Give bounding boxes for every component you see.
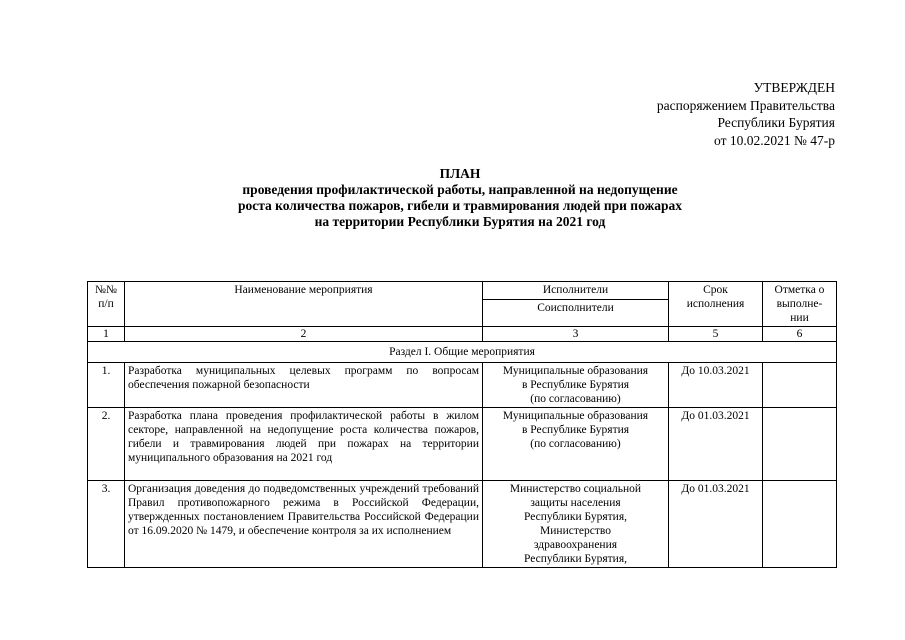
header-coexecutors: Соисполнители: [483, 300, 669, 327]
table-row: [88, 408, 837, 481]
row-name: Организация доведения до подведомственных учреждений требований Правил противопожарного режима в Российской Федерации, утвержденных постановлением Правительства Российской Федерации от 16.09.2020 № 1479, и обеспечение контроля за их исполнением: [125, 481, 483, 568]
row-num: 3.: [88, 481, 125, 568]
row-deadline: До 10.03.2021: [669, 363, 763, 408]
row-executors: Муниципальные образования в Республике Бурятия (по согласованию): [483, 363, 669, 408]
table-row: [88, 363, 837, 408]
row-mark: [763, 408, 837, 481]
plan-title: ПЛАН: [439, 166, 481, 181]
section-title: Раздел I. Общие мероприятия: [88, 342, 837, 363]
plan-table: [87, 281, 837, 568]
row-mark: [763, 481, 837, 568]
header-executors: Исполнители: [483, 282, 669, 300]
column-number: 6: [763, 327, 837, 342]
approval-region: Республики Бурятия: [717, 115, 835, 130]
row-mark: [763, 363, 837, 408]
header-deadline: Срок исполнения: [669, 282, 763, 327]
row-num: 1.: [88, 363, 125, 408]
section-row: [88, 342, 837, 363]
approval-date-number: от 10.02.2021 № 47-р: [714, 132, 835, 148]
table-header-row: [88, 282, 837, 300]
approval-authority: распоряжением Правительства: [656, 97, 835, 113]
row-deadline: До 01.03.2021: [669, 408, 763, 481]
column-number: 1: [88, 327, 125, 342]
table-row: [88, 481, 837, 568]
column-number: 5: [669, 327, 763, 342]
row-name: Разработка плана проведения профилактической работы в жилом секторе, направленной на недопущение роста количества пожаров, гибели и травмирования людей при пожарах на территории муниципального образования на 2021 год: [125, 408, 483, 481]
header-name: Наименование мероприятия: [125, 282, 483, 327]
row-executors: Министерство социальной защиты населения Республики Бурятия, Министерство здравоохранения Республики Бурятия,: [483, 481, 669, 568]
plan-subtitle-line: проведения профилактической работы, направленной на недопущение: [242, 182, 678, 197]
plan-subtitle-line: роста количества пожаров, гибели и травмирования людей при пожарах: [237, 198, 683, 213]
row-executors: Муниципальные образования в Республике Бурятия (по согласованию): [483, 408, 669, 481]
column-number: 3: [483, 327, 669, 342]
approval-block: [515, 79, 835, 149]
column-number: 2: [125, 327, 483, 342]
approval-title: УТВЕРЖДЕН: [753, 80, 835, 95]
plan-subtitle-line: на территории Республики Бурятия на 2021 год: [314, 214, 606, 229]
row-name: Разработка муниципальных целевых программ по вопросам обеспечения пожарной безопасности: [125, 363, 483, 408]
row-deadline: До 01.03.2021: [669, 481, 763, 568]
header-mark: Отметка о выполне- нии: [763, 282, 837, 327]
column-number-row: [88, 327, 837, 342]
plan-heading: [150, 166, 770, 230]
row-num: 2.: [88, 408, 125, 481]
header-num: №№ п/п: [88, 282, 125, 327]
